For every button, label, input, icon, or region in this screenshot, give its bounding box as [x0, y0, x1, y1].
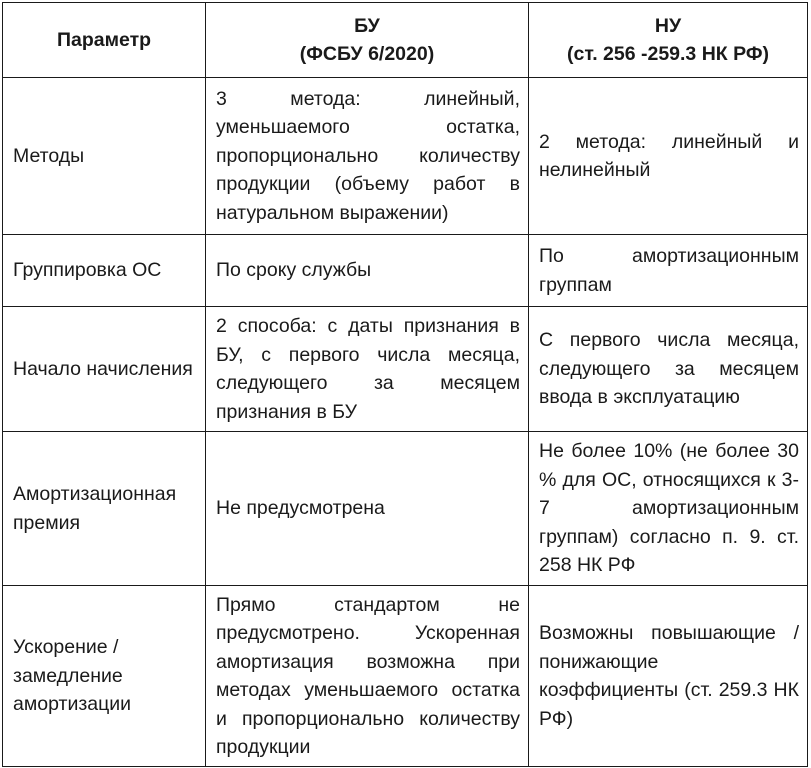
header-param [3, 3, 206, 78]
cell-param: Амортизационная премия [3, 432, 206, 586]
cell-param: Группировка ОС [3, 235, 206, 307]
table-row [3, 307, 808, 432]
header-nu-subtitle: (ст. 256 -259.3 НК РФ) [567, 43, 769, 65]
cell-nu: Не более 10% (не более 30 % для ОС, относящихся к 3-7 амортизационным группам) согласно п. 9. ст. 258 НК РФ [529, 432, 808, 586]
header-bu-subtitle: (ФСБУ 6/2020) [299, 43, 435, 65]
table-row [3, 78, 808, 235]
header-param-label: Параметр [56, 28, 152, 51]
comparison-table [2, 2, 808, 767]
cell-param: Методы [3, 78, 206, 235]
cell-nu: По амортизационным группам [529, 235, 808, 307]
cell-bu: 2 способа: с даты признания в БУ, с первого числа месяца, следующего за месяцем признания в БУ [206, 307, 529, 432]
header-row [3, 3, 808, 78]
header-bu-title: БУ [354, 14, 380, 37]
cell-param: Начало начисления [3, 307, 206, 432]
cell-bu: Прямо стандартом не предусмотрено. Ускоренная амортизация возможна при методах уменьшаемого остатка и пропорционально количеству продукции [206, 586, 529, 767]
table-row [3, 432, 808, 586]
cell-nu: 2 метода: линейный и нелинейный [529, 78, 808, 235]
cell-bu: Не предусмотрена [206, 432, 529, 586]
cell-param: Ускорение / замедление амортизации [3, 586, 206, 767]
header-bu [206, 3, 529, 78]
table-row [3, 586, 808, 767]
table-row [3, 235, 808, 307]
header-nu-title: НУ [654, 14, 682, 37]
cell-bu: По сроку службы [206, 235, 529, 307]
cell-nu: С первого числа месяца, следующего за месяцем ввода в эксплуатацию [529, 307, 808, 432]
cell-nu: Возможны повышающие / понижающие коэффициенты (ст. 259.3 НК РФ) [529, 586, 808, 767]
header-nu [529, 3, 808, 78]
cell-bu: 3 метода: линейный, уменьшаемого остатка, пропорционально количеству продукции (объему работ в натуральном выражении) [206, 78, 529, 235]
